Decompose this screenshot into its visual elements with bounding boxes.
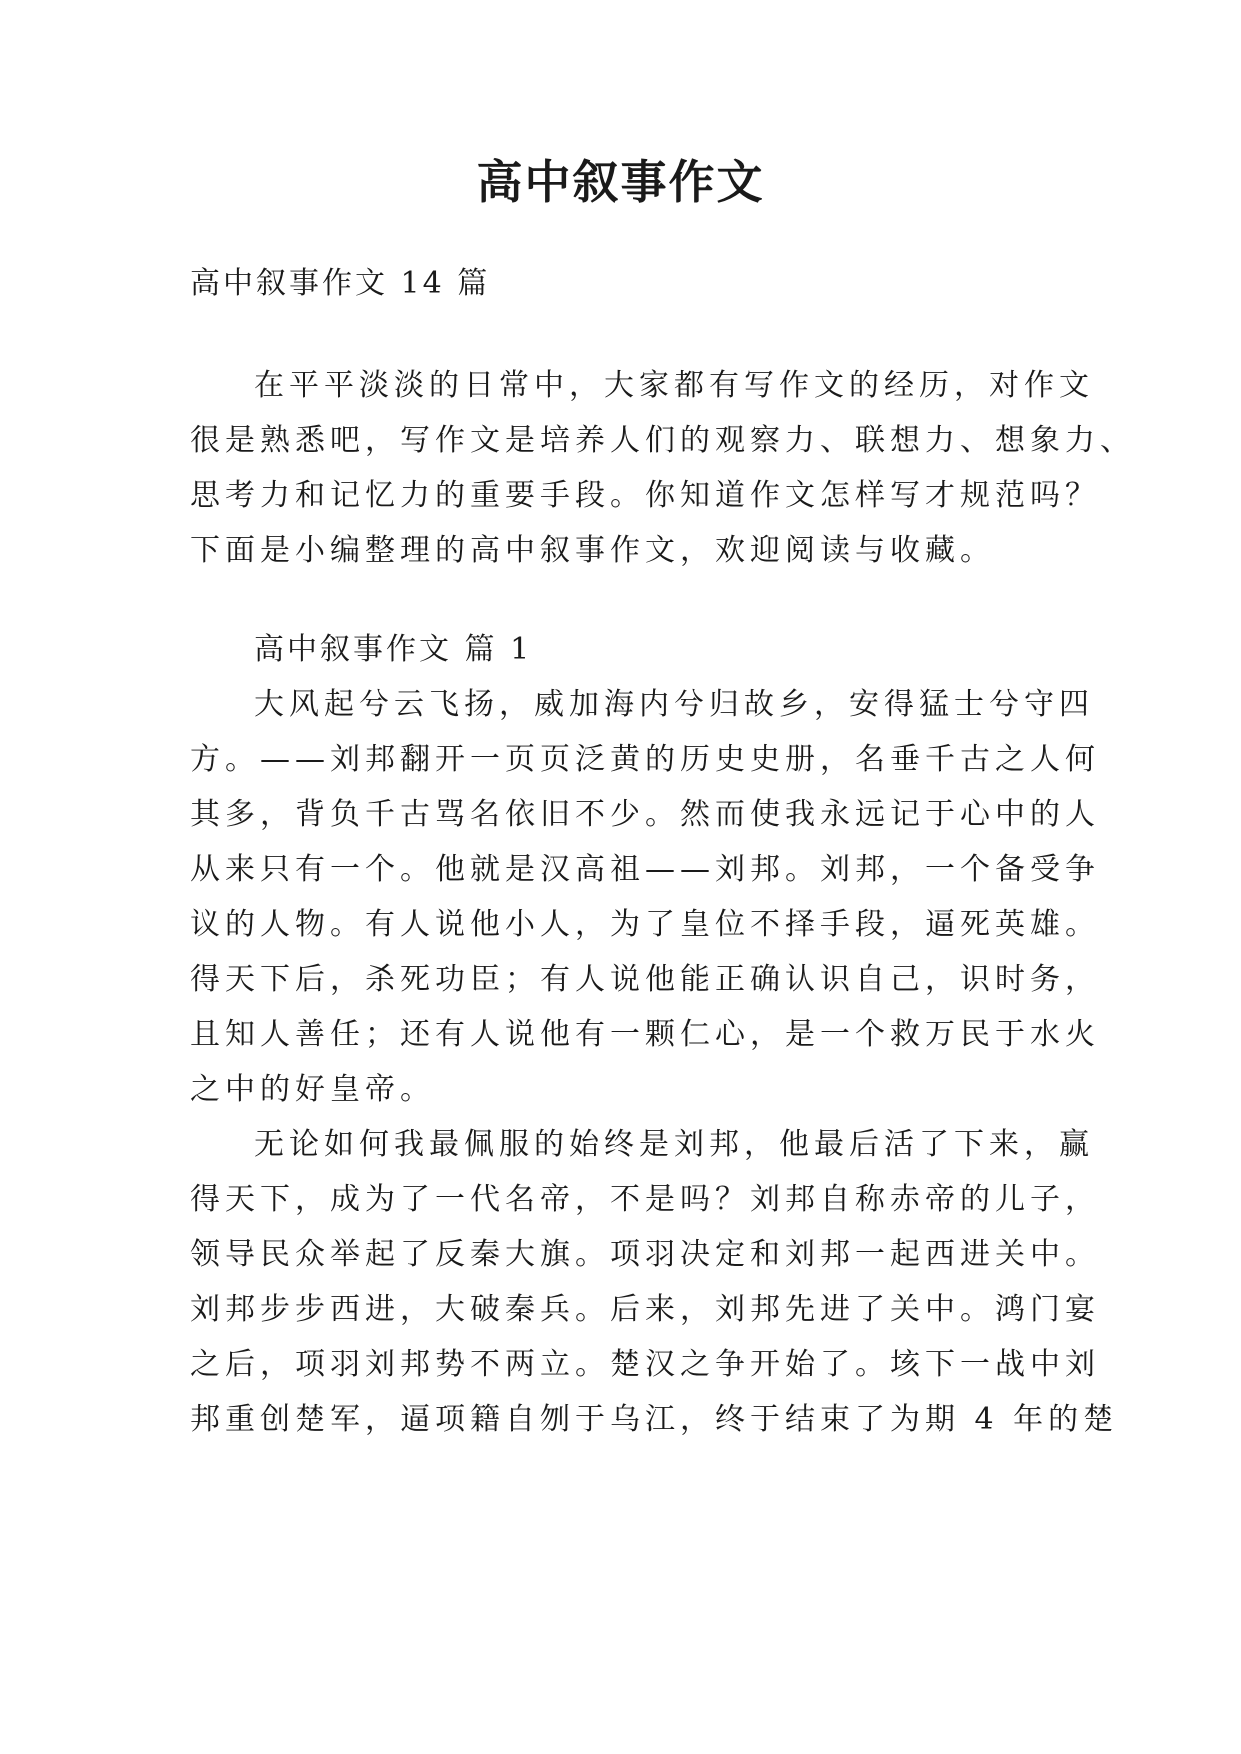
intro-line: 在平平淡淡的日常中，大家都有写作文的经历，对作文 [254,368,1094,403]
paragraph-line: 之中的好皇帝。 [190,1072,435,1107]
paragraph-line: 之后，项羽刘邦势不两立。楚汉之争开始了。垓下一战中刘 [190,1347,1100,1382]
paragraph-line: 刘邦步步西进，大破秦兵。后来，刘邦先进了关中。鸿门宴 [190,1292,1100,1327]
paragraph-line: 领导民众举起了反秦大旗。项羽决定和刘邦一起西进关中。 [190,1237,1100,1272]
intro-line: 思考力和记忆力的重要手段。你知道作文怎样写才规范吗？ [190,478,1100,513]
paragraph-line: 从来只有一个。他就是汉高祖——刘邦。刘邦，一个备受争 [190,852,1100,887]
paragraph-line: 且知人善任；还有人说他有一颗仁心，是一个救万民于水火 [190,1017,1100,1052]
paragraph-line: 无论如何我最佩服的始终是刘邦，他最后活了下来，赢 [254,1127,1094,1162]
paragraph-line: 议的人物。有人说他小人，为了皇位不择手段，逼死英雄。 [190,907,1100,942]
intro-line: 很是熟悉吧，写作文是培养人们的观察力、联想力、想象力、 [190,423,1135,458]
document-subtitle: 高中叙事作文 14 篇 [190,266,491,301]
document-title: 高中叙事作文 [476,155,765,209]
paragraph-line: 得天下后，杀死功臣；有人说他能正确认识自己，识时务， [190,962,1100,997]
intro-line: 下面是小编整理的高中叙事作文，欢迎阅读与收藏。 [190,533,995,568]
paragraph-line: 方。——刘邦翻开一页页泛黄的历史史册，名垂千古之人何 [190,742,1100,777]
paragraph-line: 其多，背负千古骂名依旧不少。然而使我永远记于心中的人 [190,797,1100,832]
paragraph-line: 得天下，成为了一代名帝，不是吗？刘邦自称赤帝的儿子， [190,1182,1100,1217]
section-heading: 高中叙事作文 篇 1 [254,632,533,667]
paragraph-line: 大风起兮云飞扬，威加海内兮归故乡，安得猛士兮守四 [254,687,1094,722]
paragraph-line: 邦重创楚军，逼项籍自刎于乌江，终于结束了为期 4 年的楚 [190,1402,1119,1437]
